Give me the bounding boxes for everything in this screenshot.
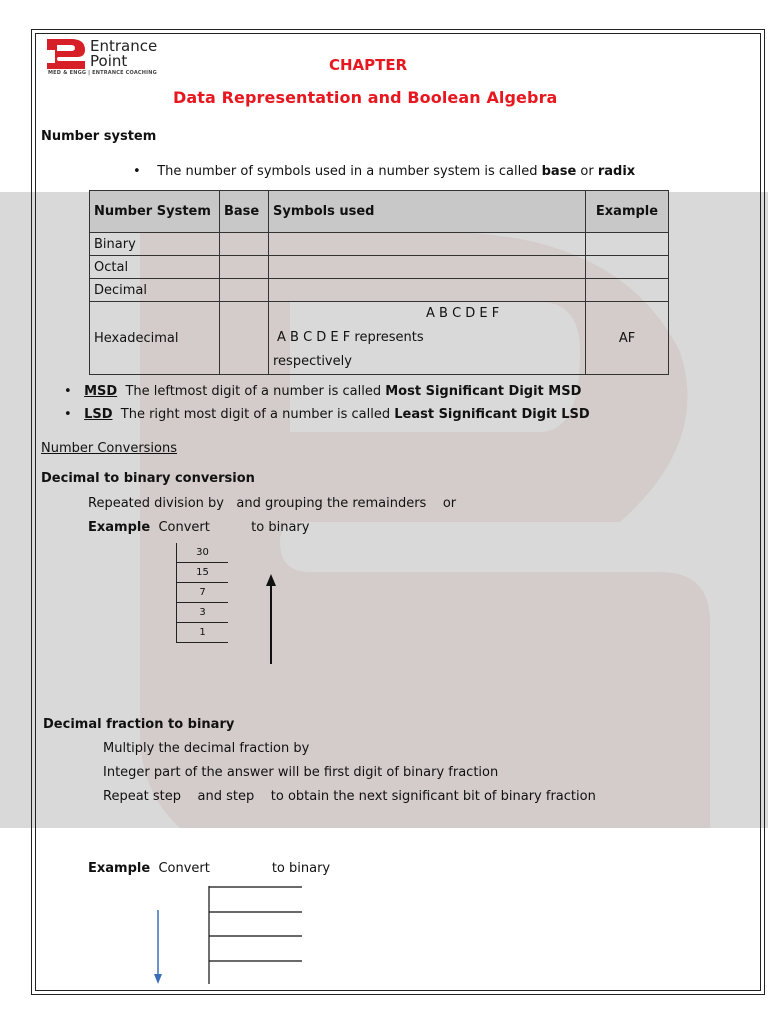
number-system-heading: Number system xyxy=(41,129,157,144)
number-system-table xyxy=(89,190,669,375)
cell-system: Binary xyxy=(90,233,220,256)
lsd-term: Least Significant Digit LSD xyxy=(394,407,590,422)
table-row xyxy=(90,279,669,302)
division-value: 1 xyxy=(177,623,229,643)
cell-system: Octal xyxy=(90,256,220,279)
bullet-icon: • xyxy=(64,407,72,422)
msd-bullet xyxy=(64,384,581,399)
radix-bullet xyxy=(133,164,635,179)
cell-base xyxy=(220,279,269,302)
cell-symbols xyxy=(269,233,586,256)
radix-bullet-text: The number of symbols used in a number system is called xyxy=(157,164,542,179)
table-row xyxy=(90,256,669,279)
logo-text-entrance: Entrance xyxy=(90,37,158,55)
bullet-icon: • xyxy=(64,384,72,399)
example1-text: Convert to binary xyxy=(158,520,310,535)
cell-system: Hexadecimal xyxy=(90,302,220,375)
division-value: 7 xyxy=(177,583,229,603)
example2-text: Convert to binary xyxy=(158,861,331,876)
radix-term: radix xyxy=(597,164,636,179)
cell-system: Decimal xyxy=(90,279,220,302)
radix-bullet-mid: or xyxy=(576,164,598,179)
d2b-description: Repeated division by and grouping the remainders or xyxy=(88,496,457,511)
fraction-table-lines xyxy=(200,884,306,988)
cell-base xyxy=(220,302,269,375)
division-value: 15 xyxy=(177,563,229,583)
msd-term: Most Significant Digit MSD xyxy=(385,384,582,399)
lsd-bullet xyxy=(64,407,590,422)
down-arrow-icon xyxy=(151,908,165,986)
logo-tagline: MED & ENGG | ENTRANCE COACHING xyxy=(48,70,157,76)
hex-symbols-line3: respectively xyxy=(273,354,352,369)
col-header-symbols: Symbols used xyxy=(269,191,586,233)
fraction-step-3: Repeat step and step to obtain the next significant bit of binary fraction xyxy=(103,789,596,804)
example-label: Example xyxy=(88,861,151,876)
division-table xyxy=(176,543,228,643)
entrance-point-logo xyxy=(45,37,90,73)
cell-base xyxy=(220,233,269,256)
cell-symbols xyxy=(269,256,586,279)
example2 xyxy=(88,861,330,876)
cell-example: AF xyxy=(586,302,669,375)
chapter-label: CHAPTER xyxy=(329,56,408,74)
table-row xyxy=(90,233,669,256)
col-header-example: Example xyxy=(586,191,669,233)
division-value: 30 xyxy=(177,543,229,563)
fraction-step-1: Multiply the decimal fraction by xyxy=(103,741,310,756)
example1 xyxy=(88,520,309,535)
cell-base xyxy=(220,256,269,279)
hex-symbols-line1: A B C D E F xyxy=(426,306,500,321)
base-term: base xyxy=(541,164,577,179)
lsd-label: LSD xyxy=(84,407,113,422)
fraction-heading: Decimal fraction to binary xyxy=(43,717,235,732)
example-label: Example xyxy=(88,520,151,535)
number-conversions-heading: Number Conversions xyxy=(41,441,178,456)
hex-symbols-line2: A B C D E F represents xyxy=(277,330,424,345)
division-value: 3 xyxy=(177,603,229,623)
cell-symbols xyxy=(269,279,586,302)
table-header-row xyxy=(90,191,669,233)
msd-text: The leftmost digit of a number is called xyxy=(125,384,386,399)
fraction-step-2: Integer part of the answer will be first digit of binary fraction xyxy=(103,765,499,780)
col-header-base: Base xyxy=(220,191,269,233)
msd-label: MSD xyxy=(84,384,118,399)
cell-example xyxy=(586,279,669,302)
table-row-hexadecimal xyxy=(90,302,669,375)
bullet-icon: • xyxy=(133,164,141,179)
page-title: Data Representation and Boolean Algebra xyxy=(173,88,558,107)
cell-example xyxy=(586,233,669,256)
cell-symbols-hex xyxy=(269,302,586,375)
col-header-number-system: Number System xyxy=(90,191,220,233)
d2b-heading: Decimal to binary conversion xyxy=(41,471,255,486)
up-arrow-icon xyxy=(262,574,280,666)
lsd-text: The right most digit of a number is called xyxy=(120,407,395,422)
logo-text-point: Point xyxy=(90,52,128,70)
cell-example xyxy=(586,256,669,279)
